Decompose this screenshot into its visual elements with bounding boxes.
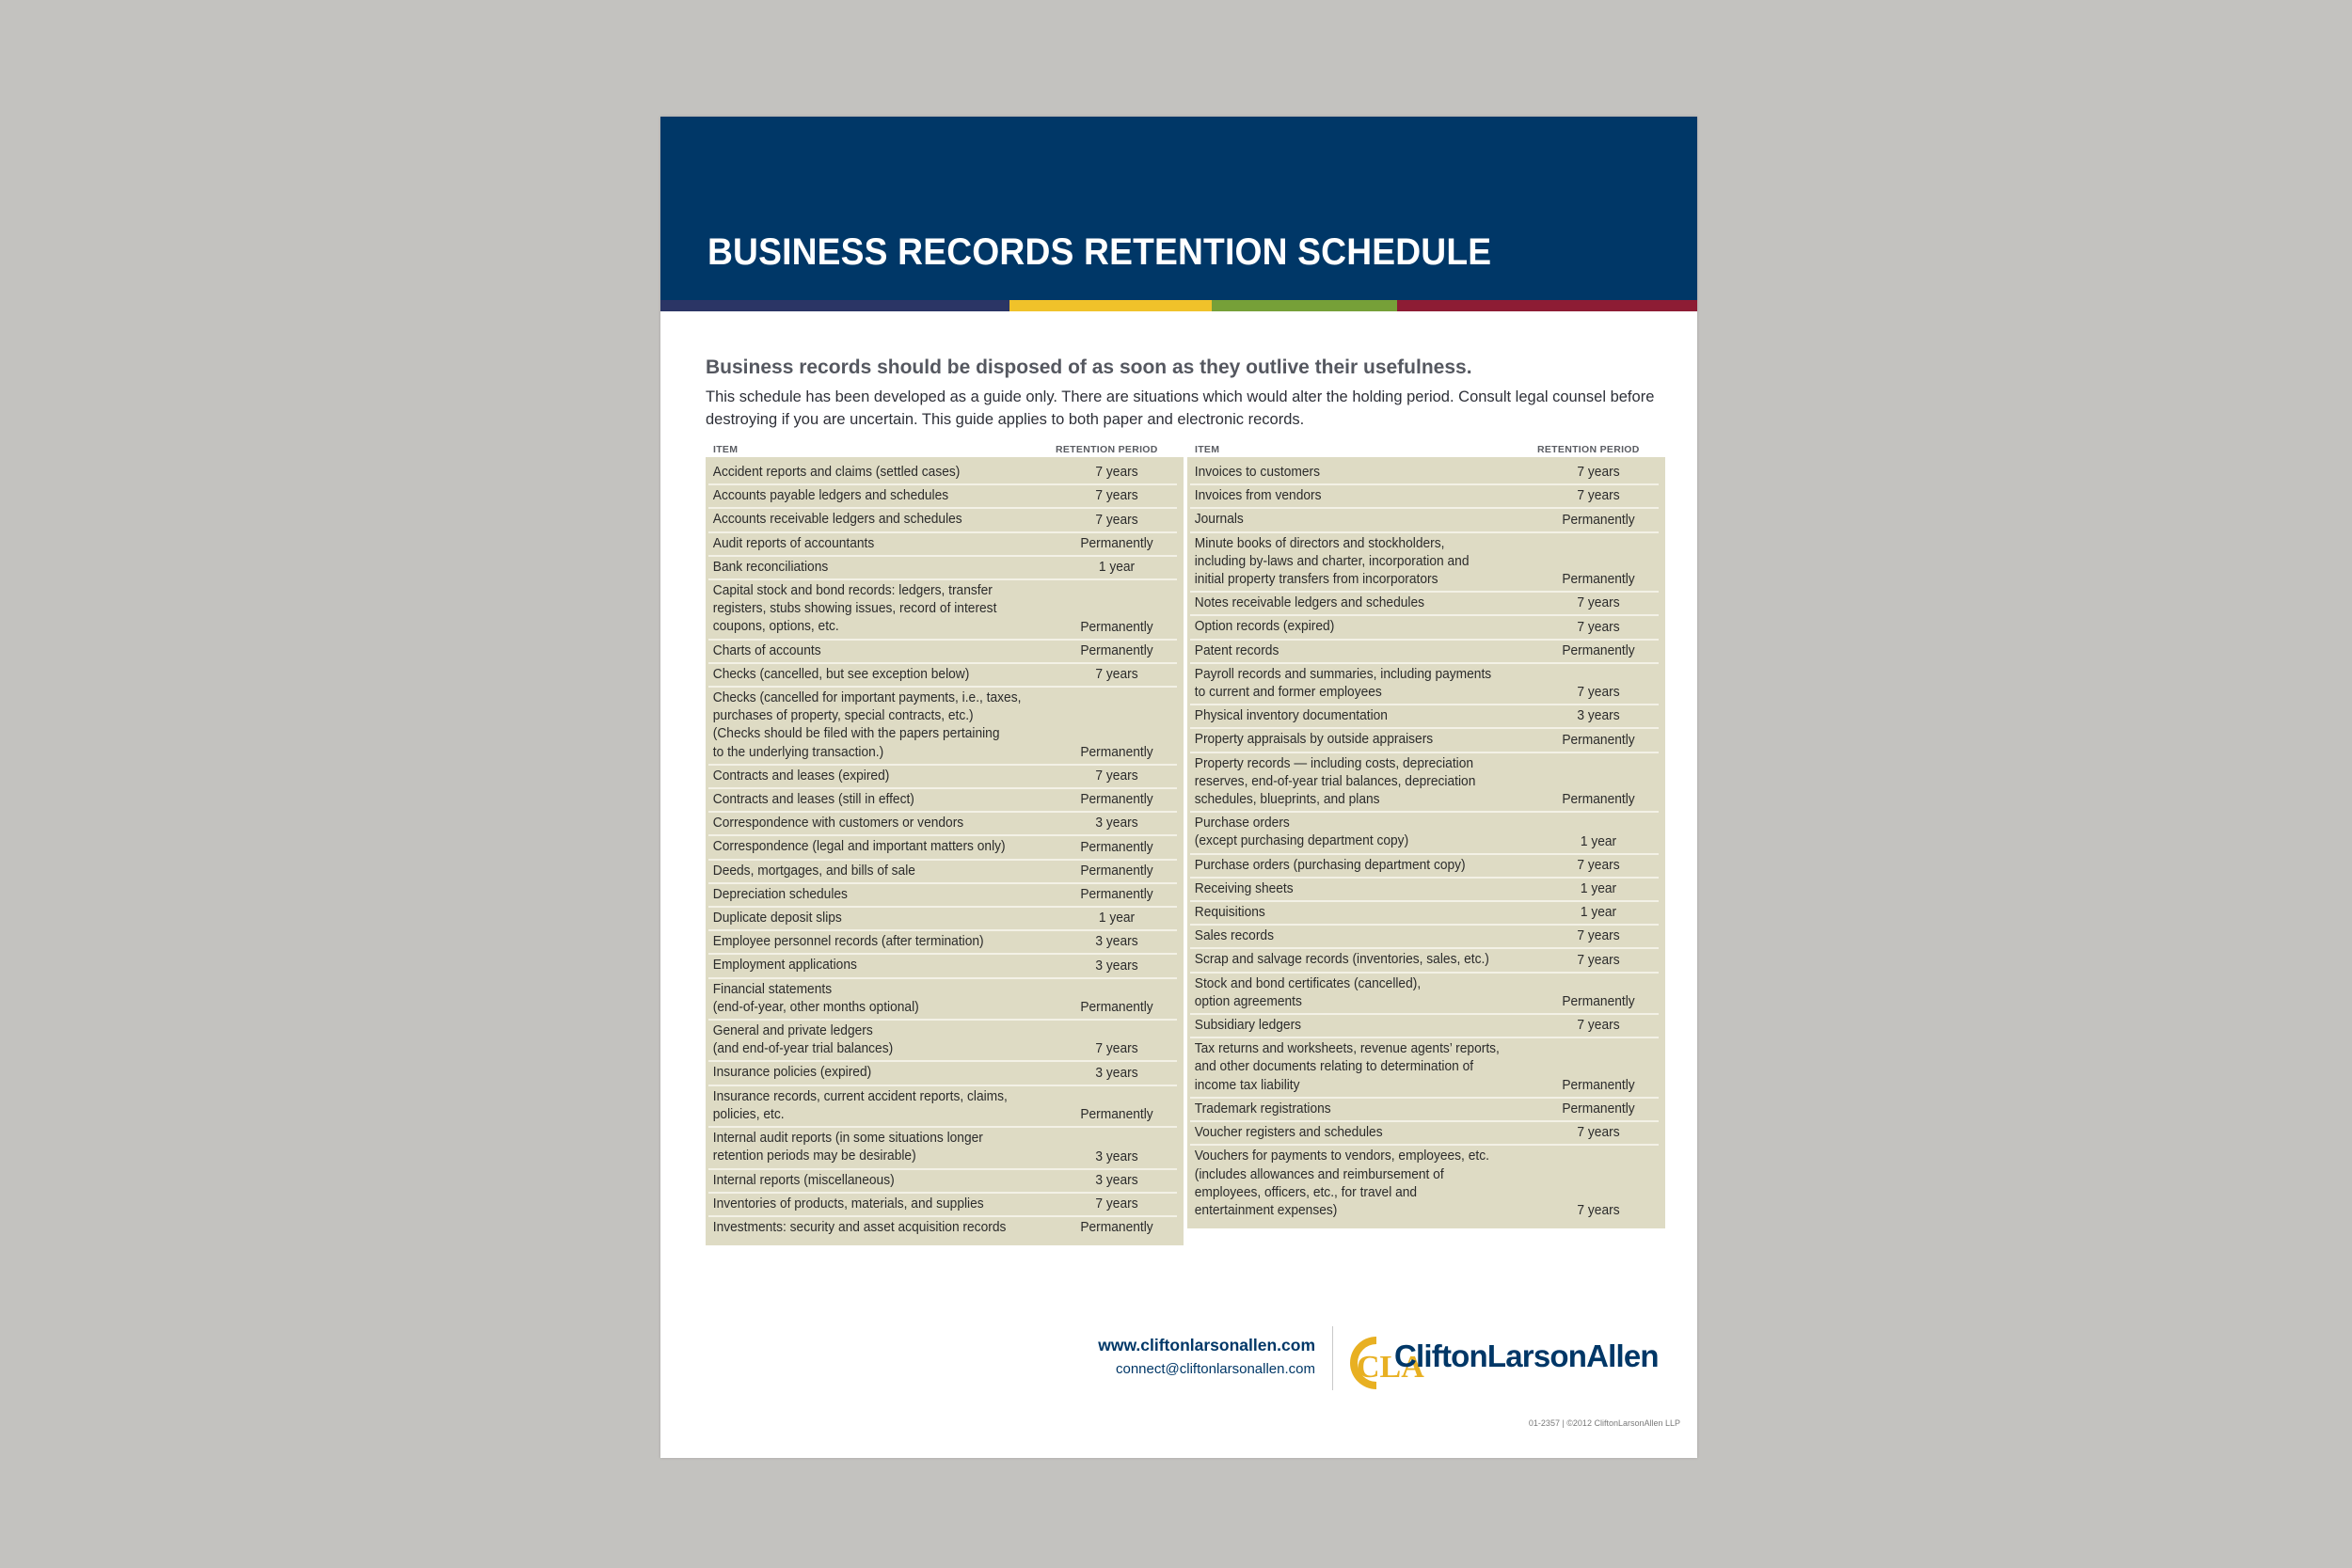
- record-item: General and private ledgers (and end-of-year trial balances): [712, 1023, 894, 1057]
- table-row: [1190, 753, 1659, 814]
- retention-period: Permanently: [1562, 512, 1635, 528]
- retention-period: 1 year: [1098, 911, 1136, 927]
- table-row: [708, 1062, 1177, 1085]
- retention-period: 1 year: [1098, 560, 1136, 576]
- table-row: [708, 1021, 1177, 1062]
- retention-period: Permanently: [1080, 863, 1153, 879]
- footer-divider: [1332, 1326, 1333, 1390]
- record-item: Stock and bond certificates (cancelled), option agreements: [1194, 975, 1422, 1009]
- table-row: [708, 557, 1177, 580]
- record-item: Contracts and leases (expired): [712, 768, 890, 784]
- table-row: [708, 485, 1177, 509]
- retention-period: Permanently: [1080, 1220, 1153, 1236]
- record-item: Internal audit reports (in some situations longer retention periods may be desirable): [712, 1131, 983, 1164]
- record-item: Purchase orders (except purchasing department copy): [1194, 816, 1409, 849]
- retention-table-left: [706, 442, 1184, 1245]
- record-item: Internal reports (miscellaneous): [712, 1172, 895, 1188]
- record-item: Duplicate deposit slips: [712, 911, 842, 927]
- table-row: [708, 1194, 1177, 1217]
- record-item: Audit reports of accountants: [712, 535, 875, 551]
- record-item: Correspondence (legal and important matters only): [712, 839, 1006, 855]
- table-row: [1190, 974, 1659, 1015]
- document-page: [660, 117, 1697, 1458]
- retention-period: 7 years: [1577, 952, 1620, 968]
- table-row: [708, 1086, 1177, 1128]
- retention-period: Permanently: [1562, 1101, 1635, 1117]
- table-row: [1190, 1038, 1659, 1099]
- retention-period: 7 years: [1095, 1196, 1138, 1212]
- retention-period: 3 years: [1095, 1148, 1138, 1164]
- intro-text: This schedule has been developed as a guide only. There are situations which would alter the holding period. Consult legal counsel before destroying if you are uncertain. This guide applies to both paper and electronic records.: [706, 388, 1655, 428]
- retention-period: 3 years: [1095, 816, 1138, 832]
- table-row: [708, 580, 1177, 641]
- table-row: [708, 931, 1177, 955]
- table-row: [708, 836, 1177, 860]
- logo-monogram: CLA: [1357, 1350, 1424, 1385]
- retention-period: 1 year: [1580, 881, 1617, 897]
- table-row: [708, 688, 1177, 766]
- retention-period: Permanently: [1562, 732, 1635, 748]
- retention-period: 3 years: [1577, 708, 1620, 724]
- record-item: Accounts receivable ledgers and schedules: [712, 512, 962, 528]
- retention-period: 1 year: [1580, 905, 1617, 921]
- record-item: Deeds, mortgages, and bills of sale: [712, 863, 915, 879]
- retention-period: Permanently: [1080, 887, 1153, 903]
- record-item: Contracts and leases (still in effect): [712, 792, 914, 808]
- record-item: Charts of accounts: [712, 642, 821, 658]
- table-row: [1190, 949, 1659, 973]
- record-item: Correspondence with customers or vendors: [712, 816, 964, 832]
- retention-period: 3 years: [1095, 1065, 1138, 1081]
- record-item: Capital stock and bond records: ledgers, transfer registers, stubs showing issues, record of interest coupons, options, etc.: [712, 583, 997, 635]
- accent-stripe-purple: [660, 300, 1009, 311]
- header-banner: [660, 117, 1697, 302]
- retention-period: Permanently: [1080, 1000, 1153, 1016]
- retention-period: Permanently: [1562, 994, 1635, 1010]
- table-row: [708, 789, 1177, 813]
- retention-period: 7 years: [1577, 465, 1620, 481]
- table-row: [708, 979, 1177, 1021]
- email-link[interactable]: connect@cliftonlarsonallen.com: [1116, 1361, 1315, 1377]
- intro-headline: Business records should be disposed of as soon as they outlive their usefulness.: [706, 356, 1472, 378]
- record-item: Payroll records and summaries, including payments to current and former employees: [1194, 666, 1492, 701]
- table-row: [708, 1170, 1177, 1194]
- record-item: Minute books of directors and stockholders, including by-laws and charter, incorporation and initial property transfers from incorporators: [1194, 535, 1470, 588]
- retention-period: 3 years: [1095, 1172, 1138, 1188]
- table-row: [708, 462, 1177, 485]
- table-row: [708, 908, 1177, 931]
- accent-stripe-gold: [1009, 300, 1212, 311]
- record-item: Property appraisals by outside appraisers: [1194, 732, 1434, 748]
- table-row: [1190, 855, 1659, 879]
- record-item: Purchase orders (purchasing department copy): [1194, 857, 1466, 873]
- record-item: Voucher registers and schedules: [1194, 1125, 1383, 1141]
- record-item: Requisitions: [1194, 905, 1265, 921]
- record-item: Trademark registrations: [1194, 1101, 1331, 1117]
- table-row: [1190, 593, 1659, 616]
- table-row: [708, 533, 1177, 557]
- copyright-note: 01-2357 | ©2012 CliftonLarsonAllen LLP: [1528, 1418, 1680, 1428]
- table-row: [1190, 1099, 1659, 1122]
- retention-period: Permanently: [1080, 744, 1153, 760]
- accent-stripe-red: [1397, 300, 1697, 311]
- record-item: Accounts payable ledgers and schedules: [712, 488, 949, 504]
- record-item: Checks (cancelled, but see exception below): [712, 666, 970, 682]
- retention-period: Permanently: [1080, 619, 1153, 635]
- record-item: Subsidiary ledgers: [1194, 1018, 1302, 1034]
- table-row: [1190, 616, 1659, 640]
- table-row: [1190, 462, 1659, 485]
- record-item: Physical inventory documentation: [1194, 708, 1388, 724]
- retention-period: 7 years: [1577, 619, 1620, 635]
- record-item: Tax returns and worksheets, revenue agents’ reports, and other documents relating to determination of income tax liability: [1194, 1041, 1500, 1093]
- table-row: [1190, 485, 1659, 509]
- retention-period: Permanently: [1080, 792, 1153, 808]
- item-column-header: ITEM: [1195, 444, 1220, 455]
- table-row: [1190, 902, 1659, 926]
- record-item: Insurance policies (expired): [712, 1065, 872, 1081]
- record-item: Sales records: [1194, 928, 1274, 944]
- table-row: [708, 1217, 1177, 1239]
- retention-period: 7 years: [1577, 1018, 1620, 1034]
- period-column-header: RETENTION PERIOD: [1056, 444, 1158, 455]
- retention-period: 7 years: [1095, 512, 1138, 528]
- retention-period: 7 years: [1577, 685, 1620, 701]
- accent-stripe-green: [1212, 300, 1397, 311]
- retention-table-right: [1187, 442, 1665, 1228]
- record-item: Accident reports and claims (settled cases): [712, 465, 961, 480]
- table-row: [708, 509, 1177, 532]
- record-item: Scrap and salvage records (inventories, sales, etc.): [1194, 952, 1489, 968]
- table-row: [1190, 509, 1659, 532]
- table-header: [706, 442, 1184, 457]
- table-row: [708, 955, 1177, 978]
- retention-period: 1 year: [1580, 833, 1617, 849]
- record-item: Checks (cancelled for important payments, i.e., taxes, purchases of property, special contracts, etc.) (Checks should be filed with the papers pertaining to the underlying transaction.): [712, 690, 1022, 760]
- record-item: Vouchers for payments to vendors, employees, etc. (includes allowances and reimbursement of employees, officers, etc., for travel and entertainment expenses): [1194, 1148, 1489, 1218]
- retention-period: Permanently: [1080, 642, 1153, 658]
- record-item: Invoices to customers: [1194, 465, 1320, 480]
- period-column-header: RETENTION PERIOD: [1537, 444, 1640, 455]
- record-item: Bank reconciliations: [712, 559, 829, 575]
- record-item: Option records (expired): [1194, 619, 1335, 635]
- retention-period: Permanently: [1562, 572, 1635, 588]
- table-row: [1190, 705, 1659, 729]
- table-row: [1190, 813, 1659, 854]
- table-row: [708, 861, 1177, 884]
- table-row: [708, 1128, 1177, 1169]
- retention-period: Permanently: [1562, 1077, 1635, 1093]
- retention-period: 7 years: [1095, 1041, 1138, 1057]
- table-row: [1190, 664, 1659, 705]
- table-body: [706, 457, 1184, 1245]
- table-row: [1190, 926, 1659, 949]
- retention-period: 7 years: [1577, 1203, 1620, 1219]
- record-item: Depreciation schedules: [712, 886, 848, 902]
- table-row: [708, 766, 1177, 789]
- retention-period: 7 years: [1577, 595, 1620, 611]
- record-item: Employment applications: [712, 958, 857, 974]
- table-row: [708, 884, 1177, 908]
- record-item: Inventories of products, materials, and supplies: [712, 1196, 984, 1212]
- record-item: Financial statements (end-of-year, other months optional): [712, 981, 919, 1015]
- retention-period: Permanently: [1080, 839, 1153, 855]
- record-item: Receiving sheets: [1194, 880, 1294, 896]
- record-item: Insurance records, current accident reports, claims, policies, etc.: [712, 1088, 1008, 1122]
- table-header: [1187, 442, 1665, 457]
- retention-period: 7 years: [1095, 488, 1138, 504]
- table-row: [708, 664, 1177, 688]
- retention-period: 7 years: [1095, 768, 1138, 784]
- table-body: [1187, 457, 1665, 1228]
- website-link[interactable]: www.cliftonlarsonallen.com: [1098, 1336, 1315, 1354]
- table-row: [1190, 533, 1659, 594]
- retention-period: 7 years: [1095, 667, 1138, 683]
- record-item: Journals: [1194, 512, 1244, 528]
- table-row: [1190, 1146, 1659, 1222]
- retention-period: 7 years: [1577, 488, 1620, 504]
- retention-period: 7 years: [1577, 928, 1620, 944]
- retention-period: Permanently: [1080, 1107, 1153, 1123]
- record-item: Investments: security and asset acquisition records: [712, 1219, 1007, 1235]
- item-column-header: ITEM: [713, 444, 739, 455]
- retention-period: 7 years: [1577, 857, 1620, 873]
- retention-period: 7 years: [1577, 1125, 1620, 1141]
- table-row: [1190, 879, 1659, 902]
- table-row: [1190, 729, 1659, 752]
- table-row: [1190, 1015, 1659, 1038]
- page-title: BUSINESS RECORDS RETENTION SCHEDULE: [707, 231, 1492, 273]
- record-item: Property records — including costs, depreciation reserves, end-of-year trial balances, depreciation schedules, blueprints, and plans: [1194, 755, 1476, 808]
- record-item: Employee personnel records (after termination): [712, 934, 984, 950]
- retention-period: 3 years: [1095, 934, 1138, 950]
- retention-period: 3 years: [1095, 958, 1138, 974]
- table-row: [708, 813, 1177, 836]
- record-item: Notes receivable ledgers and schedules: [1194, 595, 1425, 611]
- table-row: [1190, 641, 1659, 664]
- retention-period: Permanently: [1562, 792, 1635, 808]
- logo-wordmark: CliftonLarsonAllen: [1394, 1338, 1659, 1373]
- table-row: [1190, 1122, 1659, 1146]
- retention-period: 7 years: [1095, 465, 1138, 481]
- record-item: Patent records: [1194, 642, 1279, 658]
- record-item: Invoices from vendors: [1194, 488, 1322, 504]
- retention-period: Permanently: [1562, 642, 1635, 658]
- table-row: [708, 641, 1177, 664]
- retention-period: Permanently: [1080, 535, 1153, 551]
